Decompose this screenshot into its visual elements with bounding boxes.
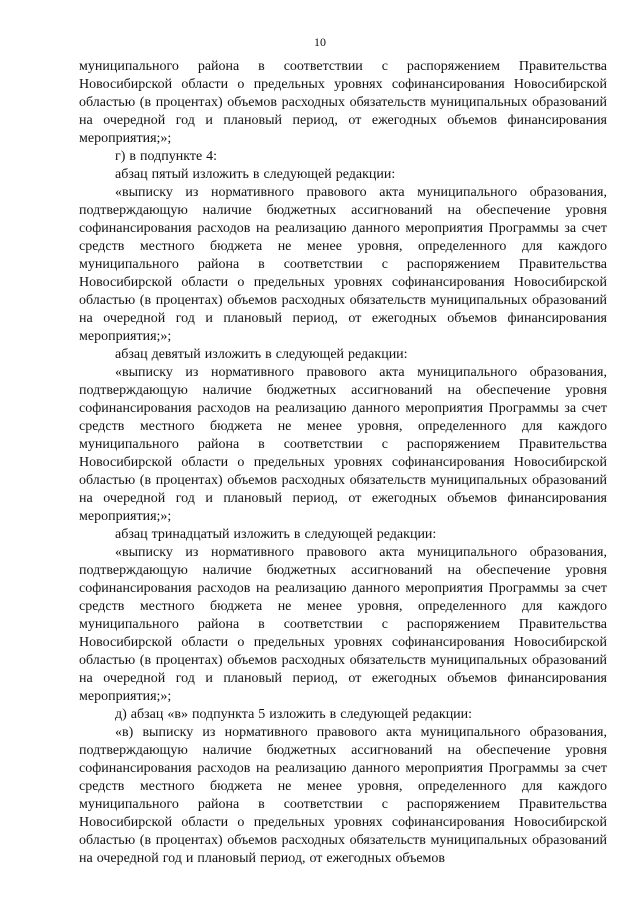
amendment-text: «выписку из нормативного правового акта муниципального образования, подтверждающую наличие бюджетных ассигнований на обеспечение уровня софинансирования расходов на реализацию данного мероприятия Программы за счет средств местного бюджета не менее уровня, определенного для каждого муниципального района в соответствии с распоряжением Правительства Новосибирской области о предельных уровнях софинансирования Новосибирской областью (в процентах) объемов расходных обязательств муниципальных образований на очередной год и плановый период, от ежегодных объемов финансирования мероприятия;»;	[79, 185, 607, 344]
document-body	[79, 58, 607, 868]
paragraph-continuation: муниципального района в соответствии с распоряжением Правительства Новосибирской области о предельных уровнях софинансирования Новосибирской областью (в процентах) объемов расходных обязательств муниципальных образований на очередной год и плановый период, от ежегодных объемов финансирования мероприятия;»;	[79, 59, 607, 146]
amendment-instruction: абзац девятый изложить в следующей редакции:	[115, 347, 408, 362]
subpoint-heading-d: д) абзац «в» подпункта 5 изложить в следующей редакции:	[115, 707, 473, 722]
subpoint-heading-g: г) в подпункте 4:	[115, 149, 218, 164]
amendment-text: «выписку из нормативного правового акта муниципального образования, подтверждающую наличие бюджетных ассигнований на обеспечение уровня софинансирования расходов на реализацию данного мероприятия Программы за счет средств местного бюджета не менее уровня, определенного для каждого муниципального района в соответствии с распоряжением Правительства Новосибирской области о предельных уровнях софинансирования Новосибирской областью (в процентах) объемов расходных обязательств муниципальных образований на очередной год и плановый период, от ежегодных объемов финансирования мероприятия;»;	[79, 545, 607, 704]
amendment-text: «в) выписку из нормативного правового акта муниципального образования, подтверждающую наличие бюджетных ассигнований на обеспечение уровня софинансирования расходов на реализацию данного мероприятия Программы за счет средств местного бюджета не менее уровня, определенного для каждого муниципального района в соответствии с распоряжением Правительства Новосибирской области о предельных уровнях софинансирования Новосибирской областью (в процентах) объемов расходных обязательств муниципальных образований на очередной год и плановый период, от ежегодных объемов	[79, 725, 607, 866]
page-number: 10	[314, 35, 326, 49]
amendment-instruction: абзац пятый изложить в следующей редакции:	[115, 167, 396, 182]
amendment-instruction: абзац тринадцатый изложить в следующей редакции:	[115, 527, 437, 542]
amendment-text: «выписку из нормативного правового акта муниципального образования, подтверждающую наличие бюджетных ассигнований на обеспечение уровня софинансирования расходов на реализацию данного мероприятия Программы за счет средств местного бюджета не менее уровня, определенного для каждого муниципального района в соответствии с распоряжением Правительства Новосибирской области о предельных уровнях софинансирования Новосибирской областью (в процентах) объемов расходных обязательств муниципальных образований на очередной год и плановый период, от ежегодных объемов финансирования мероприятия;»;	[79, 365, 607, 524]
